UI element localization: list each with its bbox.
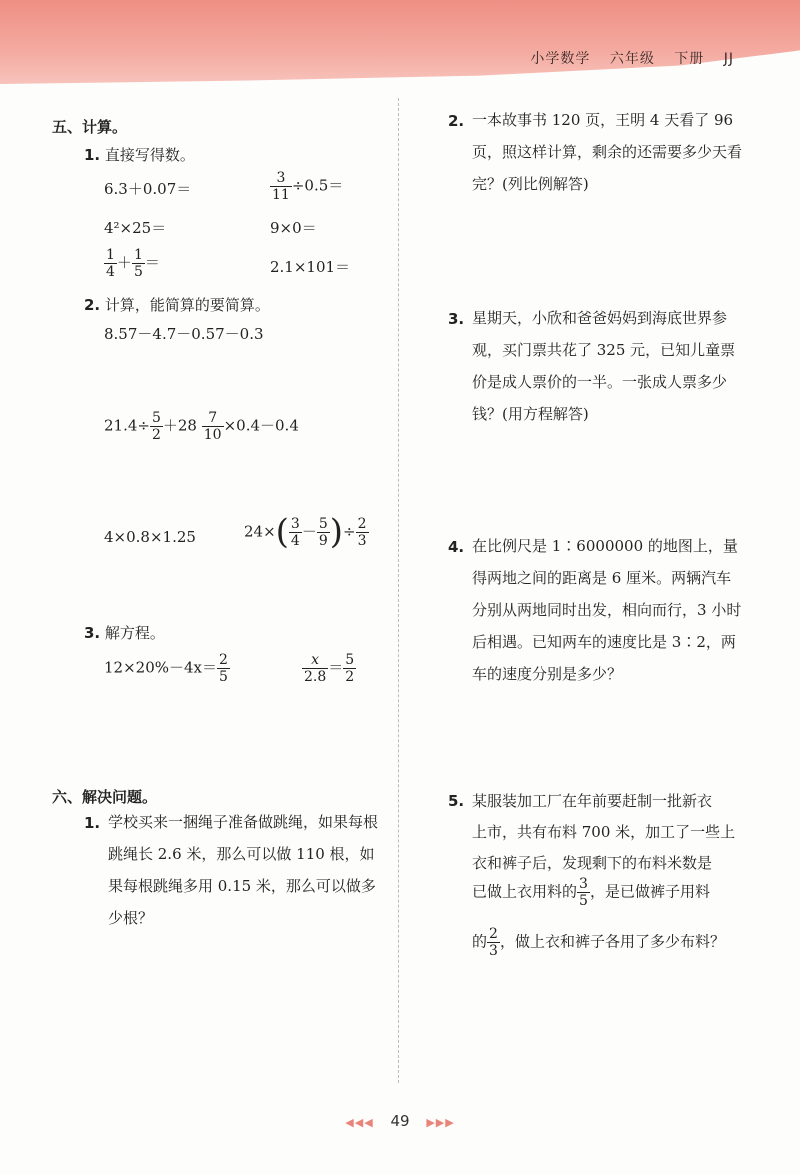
q3-equation1: 12×20%－4x＝ $\frac{2}{5}$ [104,652,228,686]
q1-heading [84,146,195,164]
q2-expr1: 8.57－4.7－0.57－0.3 [104,325,264,343]
header-banner [0,0,800,84]
q1-item-d: 9×0＝ [270,219,317,237]
q5-line1: 某服装加工厂在年前要赶制一批新衣 [472,792,713,810]
q1-number: 1. [84,146,101,164]
q2-expr4: 24×( $\frac{3}{4}$ － $\frac{5}{9}$ )÷ $\frac{2}{3}$ [244,512,367,552]
s6-q1-text: 学校买来一捆绳子准备做跳绳，如果每根跳绳长 2.6 米，那么可以做 110 根，如果每根跳绳多用 0.15 米，那么可以做多少根？ [108,813,379,927]
q5-line2: 上市，共有布料 700 米，加工了一些上 [472,823,736,841]
column-divider [398,98,399,1083]
header-volume: 下册 [674,51,705,67]
q5-line4: 已做上衣用料的 $\frac{3}{5}$ ，是已做裤子用料 [472,876,710,910]
page-footer [0,1112,800,1130]
header-subject: 小学数学 [530,51,591,67]
q1-item-f: 2.1×101＝ [270,258,351,276]
q2-heading: 2. 计算，能简算的要简算。 [84,296,270,314]
q2-expr2: 21.4÷ $\frac{5}{2}$ ＋28 $\frac{7}{10}$ ×0.4－0.4 [104,410,299,444]
q1-b-fraction: $\frac{3}{11}$ [272,170,290,204]
q1-item-b: $\frac{3}{11}$ ÷0.5＝ [272,170,344,204]
q2-right-number: 2. [448,112,465,130]
header-edition: JJ [723,51,734,67]
page-number: 49 [390,1112,410,1130]
q3-equation2: $\frac{x}{2.8}$ ＝ $\frac{5}{2}$ [304,652,355,686]
q5-right-number: 5. [448,792,465,810]
q3-right-text: 星期天，小欣和爸爸妈妈到海底世界参观，买门票共花了 325 元，已知儿童票价是成人票价的一半。一张成人票多少钱？(用方程解答) [472,309,736,423]
q2-right-text: 一本故事书 120 页，王明 4 天看了 96 页，照这样计算，剩余的还需要多少天看完？(列比例解答) [472,111,743,193]
q3-right-number: 3. [448,310,465,328]
header-grade: 六年级 [609,51,655,67]
q1-item-e: $\frac{1}{4}$ ＋ $\frac{1}{5}$ ＝ [106,247,160,281]
arrows-right-icon: ▶▶▶ [426,1116,455,1129]
q1-label: 直接写得数。 [104,146,195,164]
arrows-left-icon: ◀◀◀ [345,1116,374,1129]
q5-line3: 衣和裤子后，发现剩下的布料米数是 [472,854,713,872]
s6-q1-number: 1. [84,814,101,832]
section6-title: 六、解决问题。 [52,788,158,806]
q4-right-text: 在比例尺是 1∶6000000 的地图上，量得两地之间的距离是 6 厘米。两辆汽车分别从两地同时出发，相向而行，3 小时后相遇。已知两车的速度比是 3∶2，两车的速度分别是多少？ [472,537,742,683]
q1-item-c: 4²×25＝ [104,219,167,237]
q3-heading: 3. 解方程。 [84,624,165,642]
q1-item-a: 6.3＋0.07＝ [104,180,192,198]
q4-right-number: 4. [448,538,465,556]
section5-title: 五、计算。 [52,118,128,136]
page-header [516,48,734,68]
q2-expr3: 4×0.8×1.25 [104,528,196,546]
q5-line5: 的 $\frac{2}{3}$ ，做上衣和裤子各用了多少布料？ [472,926,725,960]
